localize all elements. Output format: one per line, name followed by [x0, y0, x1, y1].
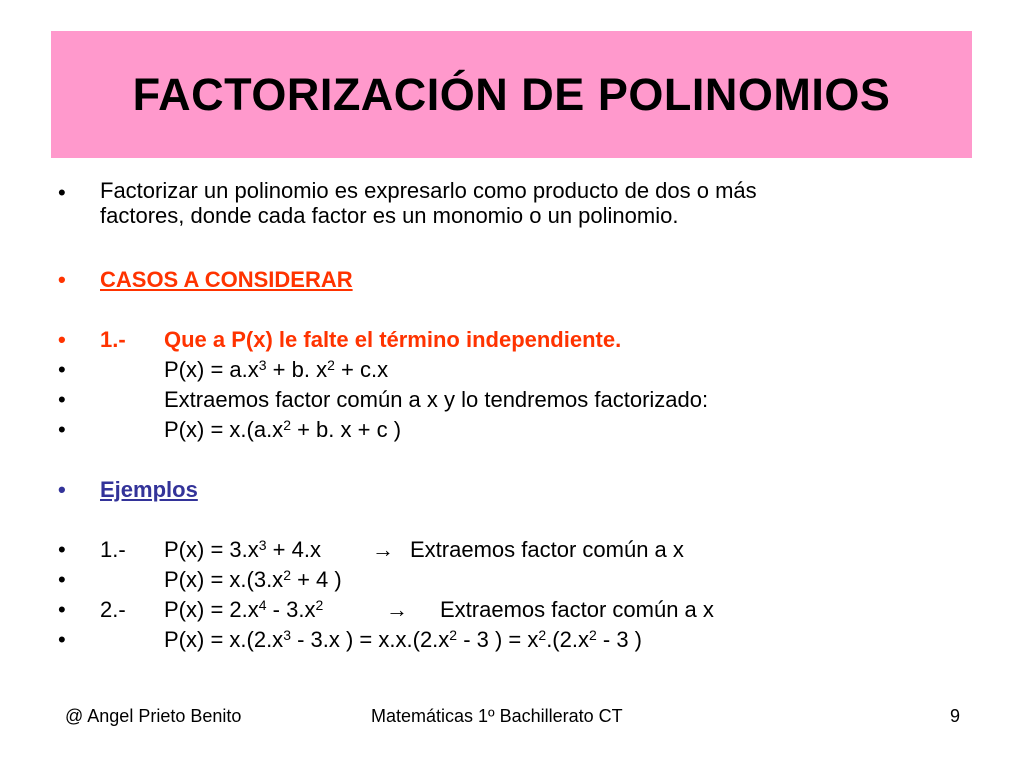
bullet-icon: • — [58, 180, 66, 205]
bullet-icon: • — [58, 627, 66, 652]
intro-text — [100, 178, 757, 228]
example2 — [58, 595, 958, 625]
example2-number: 2.- — [100, 597, 126, 622]
formula-factorized — [58, 415, 958, 445]
example2-result-text: $P(x) = x.(2.x^3 - 3.x$ ) = $x.x.(2.x^2 - 3$ ) = $x^2.(2.x^2 - 3$ ) — [164, 627, 643, 652]
intro-item — [58, 178, 958, 228]
page-title: FACTORIZACIÓN DE POLINOMIOS — [132, 68, 891, 120]
bullet-icon: • — [58, 417, 66, 442]
bullet-icon: • — [58, 597, 66, 622]
formula-factorized-text: $P(x) = x.(a.x^2 + b$. x + c ) — [164, 417, 402, 442]
intro-line-1: Factorizar un polinomio es expresarlo como producto de dos o más — [100, 178, 757, 203]
case1-number: 1.- — [100, 327, 126, 352]
casos-item — [58, 265, 958, 295]
example1-number: 1.- — [100, 537, 126, 562]
extraemos-text: Extraemos factor común a x y lo tendremos factorizado: — [164, 387, 709, 412]
title-banner — [51, 31, 972, 158]
ejemplos-item — [58, 475, 958, 505]
formula-general-text: $P(x) = a.x^3 + b$. $x^2 + c.x$ — [164, 357, 389, 382]
case1-text: Que a P(x) le falte el término independiente. — [164, 327, 622, 352]
arrow-right-icon: → — [372, 537, 394, 562]
casos-heading: CASOS A CONSIDERAR — [100, 267, 353, 292]
example1-result-text: $P(x) = x.(3.x^2 + 4$ ) — [164, 567, 342, 592]
example1-note: Extraemos factor común a x — [410, 537, 684, 562]
example1-formula: $P(x) = 3.x^3 + 4.x$ — [164, 537, 321, 562]
formula-general — [58, 355, 958, 385]
footer-author: @ Angel Prieto Benito — [65, 706, 242, 726]
bullet-icon: • — [58, 327, 66, 352]
intro-line-2: factores, donde cada factor es un monomio o un polinomio. — [100, 203, 679, 228]
example1 — [58, 535, 958, 565]
footer-course: Matemáticas 1º Bachillerato CT — [371, 706, 623, 726]
example1-result — [58, 565, 958, 595]
arrow-right-icon: → — [386, 597, 408, 622]
bullet-icon: • — [58, 357, 66, 382]
slide-content — [58, 178, 958, 655]
bullet-icon: • — [58, 537, 66, 562]
bullet-icon: • — [58, 387, 66, 412]
extraemos-item — [58, 385, 958, 415]
example2-note: Extraemos factor común a x — [440, 597, 714, 622]
bullet-icon: • — [58, 477, 66, 502]
example2-formula: $P(x) = 2.x^4 - 3.x^2$ — [164, 597, 324, 622]
case1-item — [58, 325, 958, 355]
ejemplos-heading: Ejemplos — [100, 477, 198, 502]
bullet-icon: • — [58, 267, 66, 292]
example2-result — [58, 625, 958, 655]
bullet-icon: • — [58, 567, 66, 592]
page-number: 9 — [950, 706, 961, 726]
